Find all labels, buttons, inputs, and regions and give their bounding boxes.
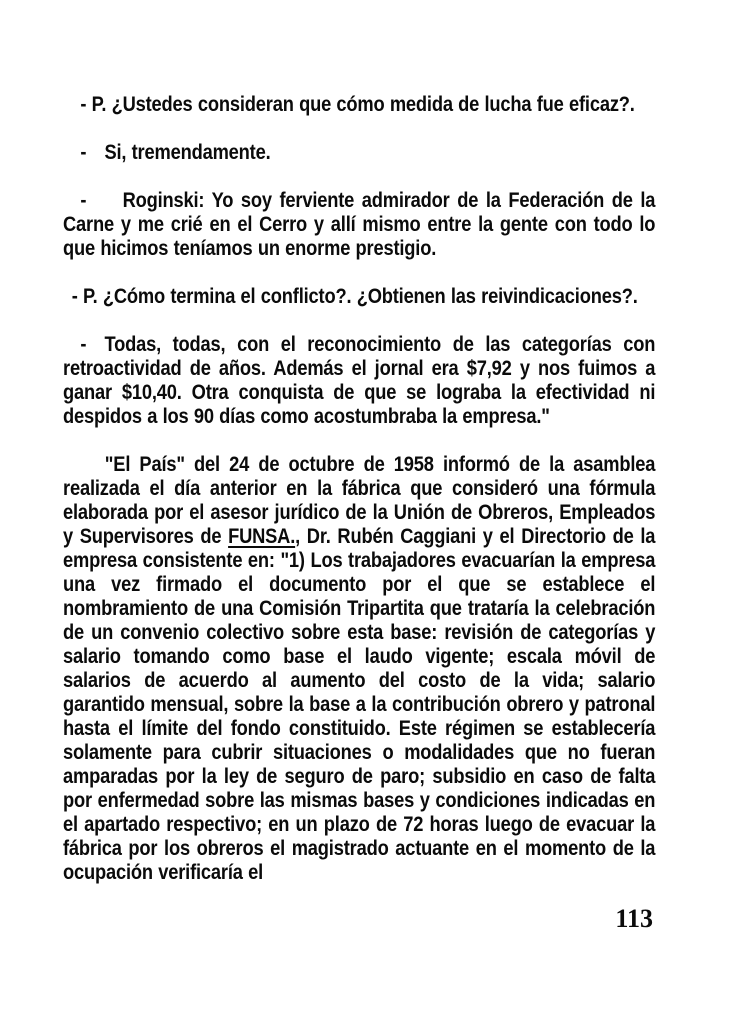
page-text-column [63, 93, 655, 909]
funsa-underlined-text: FUNSA. [228, 525, 296, 548]
dialogue-question-eficacia: - P. ¿Ustedes consideran que cómo medida de lucha fue eficaz?. [80, 93, 635, 116]
news-text-before-funsa: "El País" del 24 de octubre de 1958 informó de la asamblea realizada el día anterior en la fábrica que consideró una fórmula elaborada por el asesor jurídico de la Unión de Obreros, Empleados y Supervisores de [63, 453, 656, 548]
dialogue-answer-si: - Si, tremendamente. [80, 141, 271, 164]
news-article-paragraph [63, 453, 655, 885]
page-number: 113 [615, 904, 653, 933]
dialogue-question-conflicto: - P. ¿Cómo termina el conflicto?. ¿Obtienen las reivindicaciones?. [71, 285, 638, 308]
dialogue-answer-todas: - Todas, todas, con el reconocimiento de las categorías con retroactividad de años. Además el jornal era $7,92 y nos fuimos a ganar $10,40. Otra conquista de que se lograba la efectividad ni despidos a los 90 días como acostumbraba la empresa." [63, 333, 656, 428]
dialogue-answer-roginski: - Roginski: Yo soy ferviente admirador de la Federación de la Carne y me crié en el Cerro y allí mismo entre la gente con todo lo que hicimos teníamos un enorme prestigio. [63, 189, 656, 260]
news-text-after-funsa: , Dr. Rubén Caggiani y el Directorio de la empresa consistente en: "1) Los trabajadores evacuarían la empresa una vez firmado el documento por el que se establece el nombramiento de una Comisión Tripartita que trataría la celebración de un convenio colectivo sobre esta base: revisión de categorías y salario tomando como base el laudo vigente; escala móvil de salarios de acuerdo al aumento del costo de la vida; salario garantido mensual, sobre la base a la contribución obrero y patronal hasta el límite del fondo constituido. Este régimen se establecería solamente para cubrir situaciones o modalidades que no fueran amparadas por la ley de seguro de paro; subsidio en caso de falta por enfermedad sobre las mismas bases y condiciones indicadas en el apartado respectivo; en un plazo de 72 horas luego de evacuar la fábrica por los obreros el magistrado actuante en el momento de la ocupación verificaría el [63, 525, 656, 884]
